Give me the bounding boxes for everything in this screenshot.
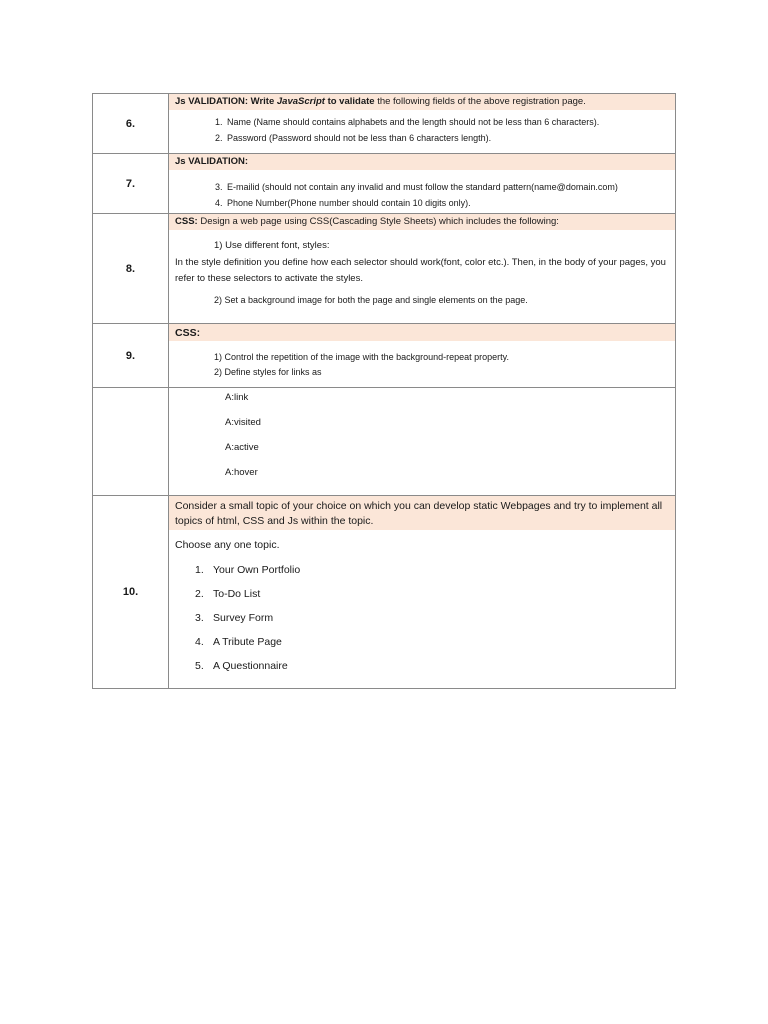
list-item: 2. To-Do List bbox=[195, 587, 261, 600]
row-number: 8. bbox=[93, 214, 169, 324]
list-item: 3. E-mailid (should not contain any invalid and must follow the standard pattern(name@domain.com) bbox=[215, 181, 618, 192]
row-number: 7. bbox=[93, 154, 169, 214]
instruction-text: Choose any one topic. bbox=[175, 539, 280, 552]
list-item: 2) Define styles for links as bbox=[214, 367, 322, 378]
pseudo-class-list bbox=[169, 388, 675, 479]
requirement-list bbox=[169, 116, 675, 144]
list-item: 2. Password (Password should not be less than 6 characters length). bbox=[215, 132, 492, 143]
row-heading: Consider a small topic of your choice on which you can develop static Webpages and try to implement all topics of html, CSS and Js within the topic. bbox=[169, 496, 675, 530]
row-content bbox=[169, 324, 676, 388]
row-8 bbox=[93, 214, 676, 324]
list-item: 1) Use different font, styles: bbox=[214, 239, 330, 251]
row-heading: Js VALIDATION: Write JavaScript to validate the following fields of the above registration page. bbox=[169, 94, 675, 110]
row-number: 6. bbox=[93, 94, 169, 154]
list-item: 4. A Tribute Page bbox=[195, 636, 282, 649]
row-6 bbox=[93, 94, 676, 154]
requirement-list bbox=[169, 181, 675, 209]
row-heading: CSS: Design a web page using CSS(Cascading Style Sheets) which includes the following: bbox=[169, 214, 675, 230]
row-content bbox=[169, 214, 676, 324]
list-item: A:hover bbox=[225, 466, 258, 478]
list-item: 5. A Questionnaire bbox=[195, 660, 288, 673]
row-9-continued bbox=[93, 388, 676, 496]
row-content bbox=[169, 388, 676, 496]
row-number: 10. bbox=[93, 496, 169, 689]
list-item: 2) Set a background image for both the page and single elements on the page. bbox=[214, 294, 528, 305]
row-number-empty bbox=[93, 388, 169, 496]
row-content bbox=[169, 94, 676, 154]
row-7 bbox=[93, 154, 676, 214]
row-number: 9. bbox=[93, 324, 169, 388]
row-content bbox=[169, 496, 676, 689]
row-9 bbox=[93, 324, 676, 388]
list-item: A:link bbox=[225, 392, 249, 404]
list-item: 4. Phone Number(Phone number should contain 10 digits only). bbox=[215, 197, 471, 208]
list-item: 1. Name (Name should contains alphabets and the length should not be less than 6 characters). bbox=[215, 116, 600, 127]
topic-list bbox=[169, 563, 675, 674]
row-heading: CSS: bbox=[169, 324, 675, 341]
list-item: A:active bbox=[225, 441, 259, 453]
assignment-table bbox=[92, 93, 676, 689]
list-item: 3. Survey Form bbox=[195, 611, 274, 624]
row-10 bbox=[93, 496, 676, 689]
list-item: 1. Your Own Portfolio bbox=[195, 563, 301, 576]
row-content bbox=[169, 154, 676, 214]
row-heading: Js VALIDATION: bbox=[169, 154, 675, 170]
paragraph: In the style definition you define how each selector should work(font, color etc.). Then, in the body of your pages, you refer to these selectors to activate the styles. bbox=[175, 256, 666, 285]
list-item: A:visited bbox=[225, 416, 261, 428]
list-item: 1) Control the repetition of the image with the background-repeat property. bbox=[214, 352, 510, 363]
assignment-sheet bbox=[92, 93, 676, 689]
